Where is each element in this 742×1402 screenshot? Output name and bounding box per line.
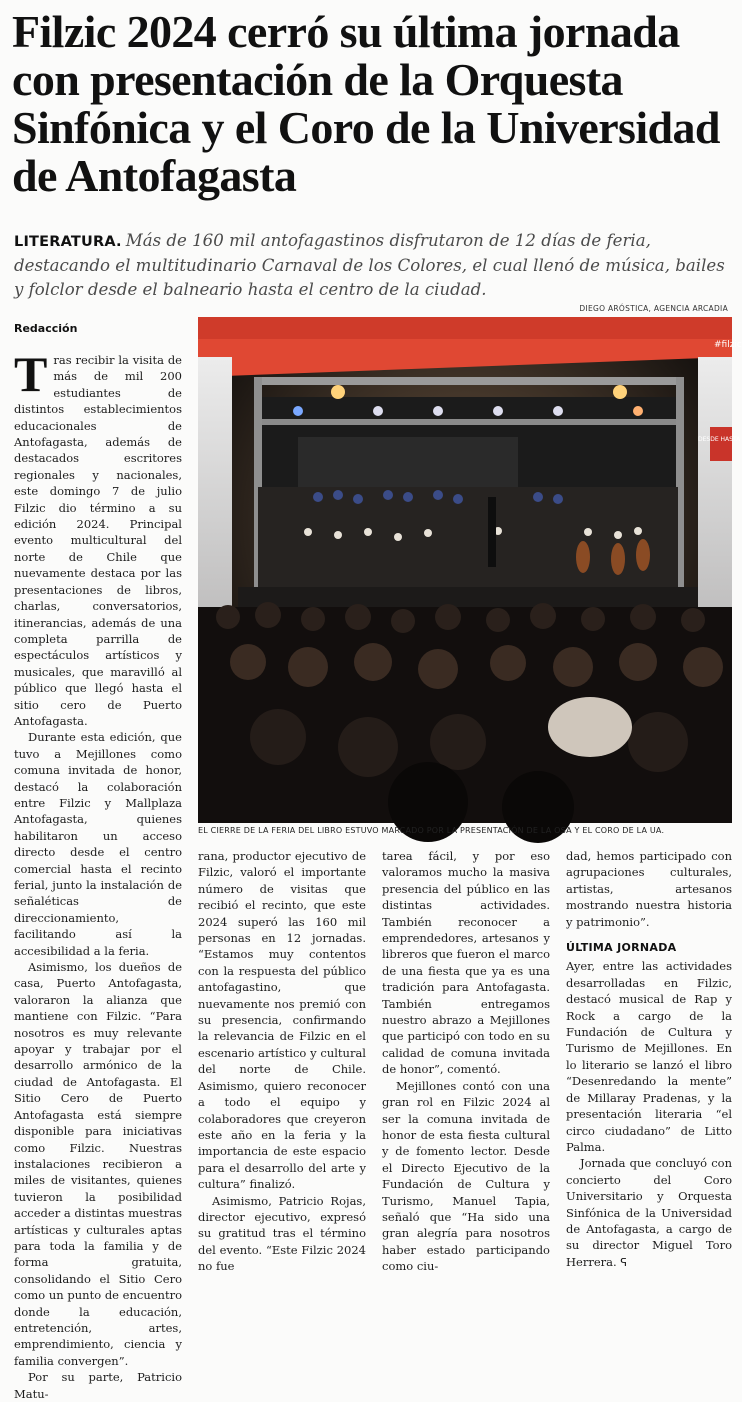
paragraph-3: Asimismo, los dueños de casa, Puerto Antofagasta, valoraron la alianza que mantiene con Filzic. “Para nosotros es muy relevante apoyar y trabajar por el desarrollo armónico de la ciudad de Antofagasta. El Sitio Cero de Puerto Antofagasta está siempre disponible para iniciativas como Filzic. Nuestras instalaciones recibieron a miles de visitantes, quienes tuvieron la posibilidad acceder a distintas muestras artísticas y culturales aptas para toda la familia y de forma gratuita, consolidando el Sitio Cero como un punto de encuentro donde la educación, entretención, artes, emprendimiento, ciencia y familia convergen”.	[14, 960, 182, 1368]
column-3	[382, 848, 550, 1274]
paragraph-7: Ayer, entre las actividades desarrolladas en Filzic, destacó musical de Rap y Rock a cargo de la Fundación de Cultura y Turismo de Mejillones. En lo literario se lanzó el libro “Desenredando la mente” de Millaray Pradenas, y la presentación literaria “el circo ciudadano” de Litto Palma.	[566, 959, 732, 1154]
stage-sign: DESDE HASTA	[698, 436, 741, 443]
deck-kicker: LITERATURA.	[14, 234, 122, 250]
concert-photo-illustration	[198, 317, 742, 823]
paragraph-5-end: tarea fácil, y por eso valoramos mucho la masiva presencia del público en las distintas actividades. También reconocer a emprendedores, artesanos y libreros que fueron el marco de una fiesta que ya es una tradición para Antofagasta. También entregamos nuestro abrazo a Mejillones que participó con todo en su calidad de comuna invitada de honor”, comentó.	[382, 849, 550, 1077]
deck-text: Más de 160 mil antofagastinos disfrutaron de 12 días de feria, destacando el multitudinario Carnaval de los Colores, el cual llenó de música, bailes y folclor desde el balneario hasta el centro de la ciudad.	[14, 231, 725, 299]
paragraph-6-end: dad, hemos participado con agrupaciones culturales, artistas, artesanos mostrando nuestra historia y patrimonio”.	[566, 849, 732, 929]
paragraph-6-start: Mejillones contó con una gran rol en Filzic 2024 al ser la comuna invitada de honor de esta fiesta cultural y de fomento lector. Desde el Directo Ejecutivo de la Fundación de Cultura y Turismo, Manuel Tapia, señaló que “Ha sido una gran alegría para nosotros haber estado participando como ciu-	[382, 1078, 550, 1274]
paragraph-2: Durante esta edición, que tuvo a Mejillones como comuna invitada de honor, destacó la colaboración entre Filzic y Mallplaza Antofagasta, quienes habilitaron un acceso directo desde el centro comercial hasta el recinto ferial, junto la instalación de señaléticas de direccionamiento, facilitando así la accesibilidad a la feria.	[14, 730, 182, 958]
subhead-ultima-jornada: ÚLTIMA JORNADA	[566, 941, 677, 955]
paragraph-8: Jornada que concluyó con concierto del Coro Universitario y Orquesta Sinfónica de la Universidad de Antofagasta, a cargo de su director Miguel Toro Herrera.	[566, 1156, 732, 1269]
paragraph-4: rana, productor ejecutivo de Filzic, valoró el importante número de visitas que recibió el recinto, que este 2024 superó las 160 mil personas en 12 jornadas. “Estamos muy contentos con la respuesta del público antofagastino, que nuevamente nos premió con su presencia, confirmando la relevancia de Filzic en el escenario artístico y cultural del norte de Chile. Asimismo, quiero reconocer a todo el equipo y colaboradores que creyeron este año en la feria y la importancia de este espacio para el desarrollo del arte y cultura” finalizó.	[198, 849, 366, 1192]
paragraph-4-start: Por su parte, Patricio Matu-	[14, 1370, 182, 1401]
paragraph-5-start: Asimismo, Patricio Rojas, director ejecutivo, expresó su gratitud tras el término del evento. “Este Filzic 2024 no fue	[198, 1193, 366, 1274]
photo-credit: DIEGO ARÓSTICA, AGENCIA ARCADIA	[579, 304, 728, 313]
end-mark-icon: ᕋ	[620, 1255, 627, 1269]
photo-caption: EL CIERRE DE LA FERIA DEL LIBRO ESTUVO MARCADO POR LA PRESENTACIÓN DE LA OSA Y EL CORO DE LA UA.	[198, 826, 665, 835]
dropcap: T	[14, 346, 48, 402]
column-2	[198, 848, 366, 1274]
column-1	[14, 346, 182, 1401]
column-4	[566, 848, 732, 1269]
paragraph-1: ras recibir la visita de más de mil 200 estudiantes de distintos establecimientos educacionales de Antofagasta, además de destacados escritores regionales y nacionales, este domingo 7 de julio Filzic dio término a su edición 2024. Principal evento multicultural del norte de Chile que nuevamente destaca por las presentaciones de libros, charlas, conversatorios, itinerancias, además de una completa parrilla de espectáculos artísticos y musicales, que maravilló al público que llegó hasta el sitio cero de Puerto Antofagasta.	[14, 353, 182, 728]
headline: Filzic 2024 cerró su última jornada con presentación de la Orquesta Sinfónica y el Coro de la Universidad de Antofagasta	[12, 6, 720, 201]
banner-right: #filzic	[714, 340, 742, 350]
byline: Redacción	[14, 322, 78, 335]
deck	[14, 229, 730, 302]
concert-photo	[198, 317, 742, 823]
